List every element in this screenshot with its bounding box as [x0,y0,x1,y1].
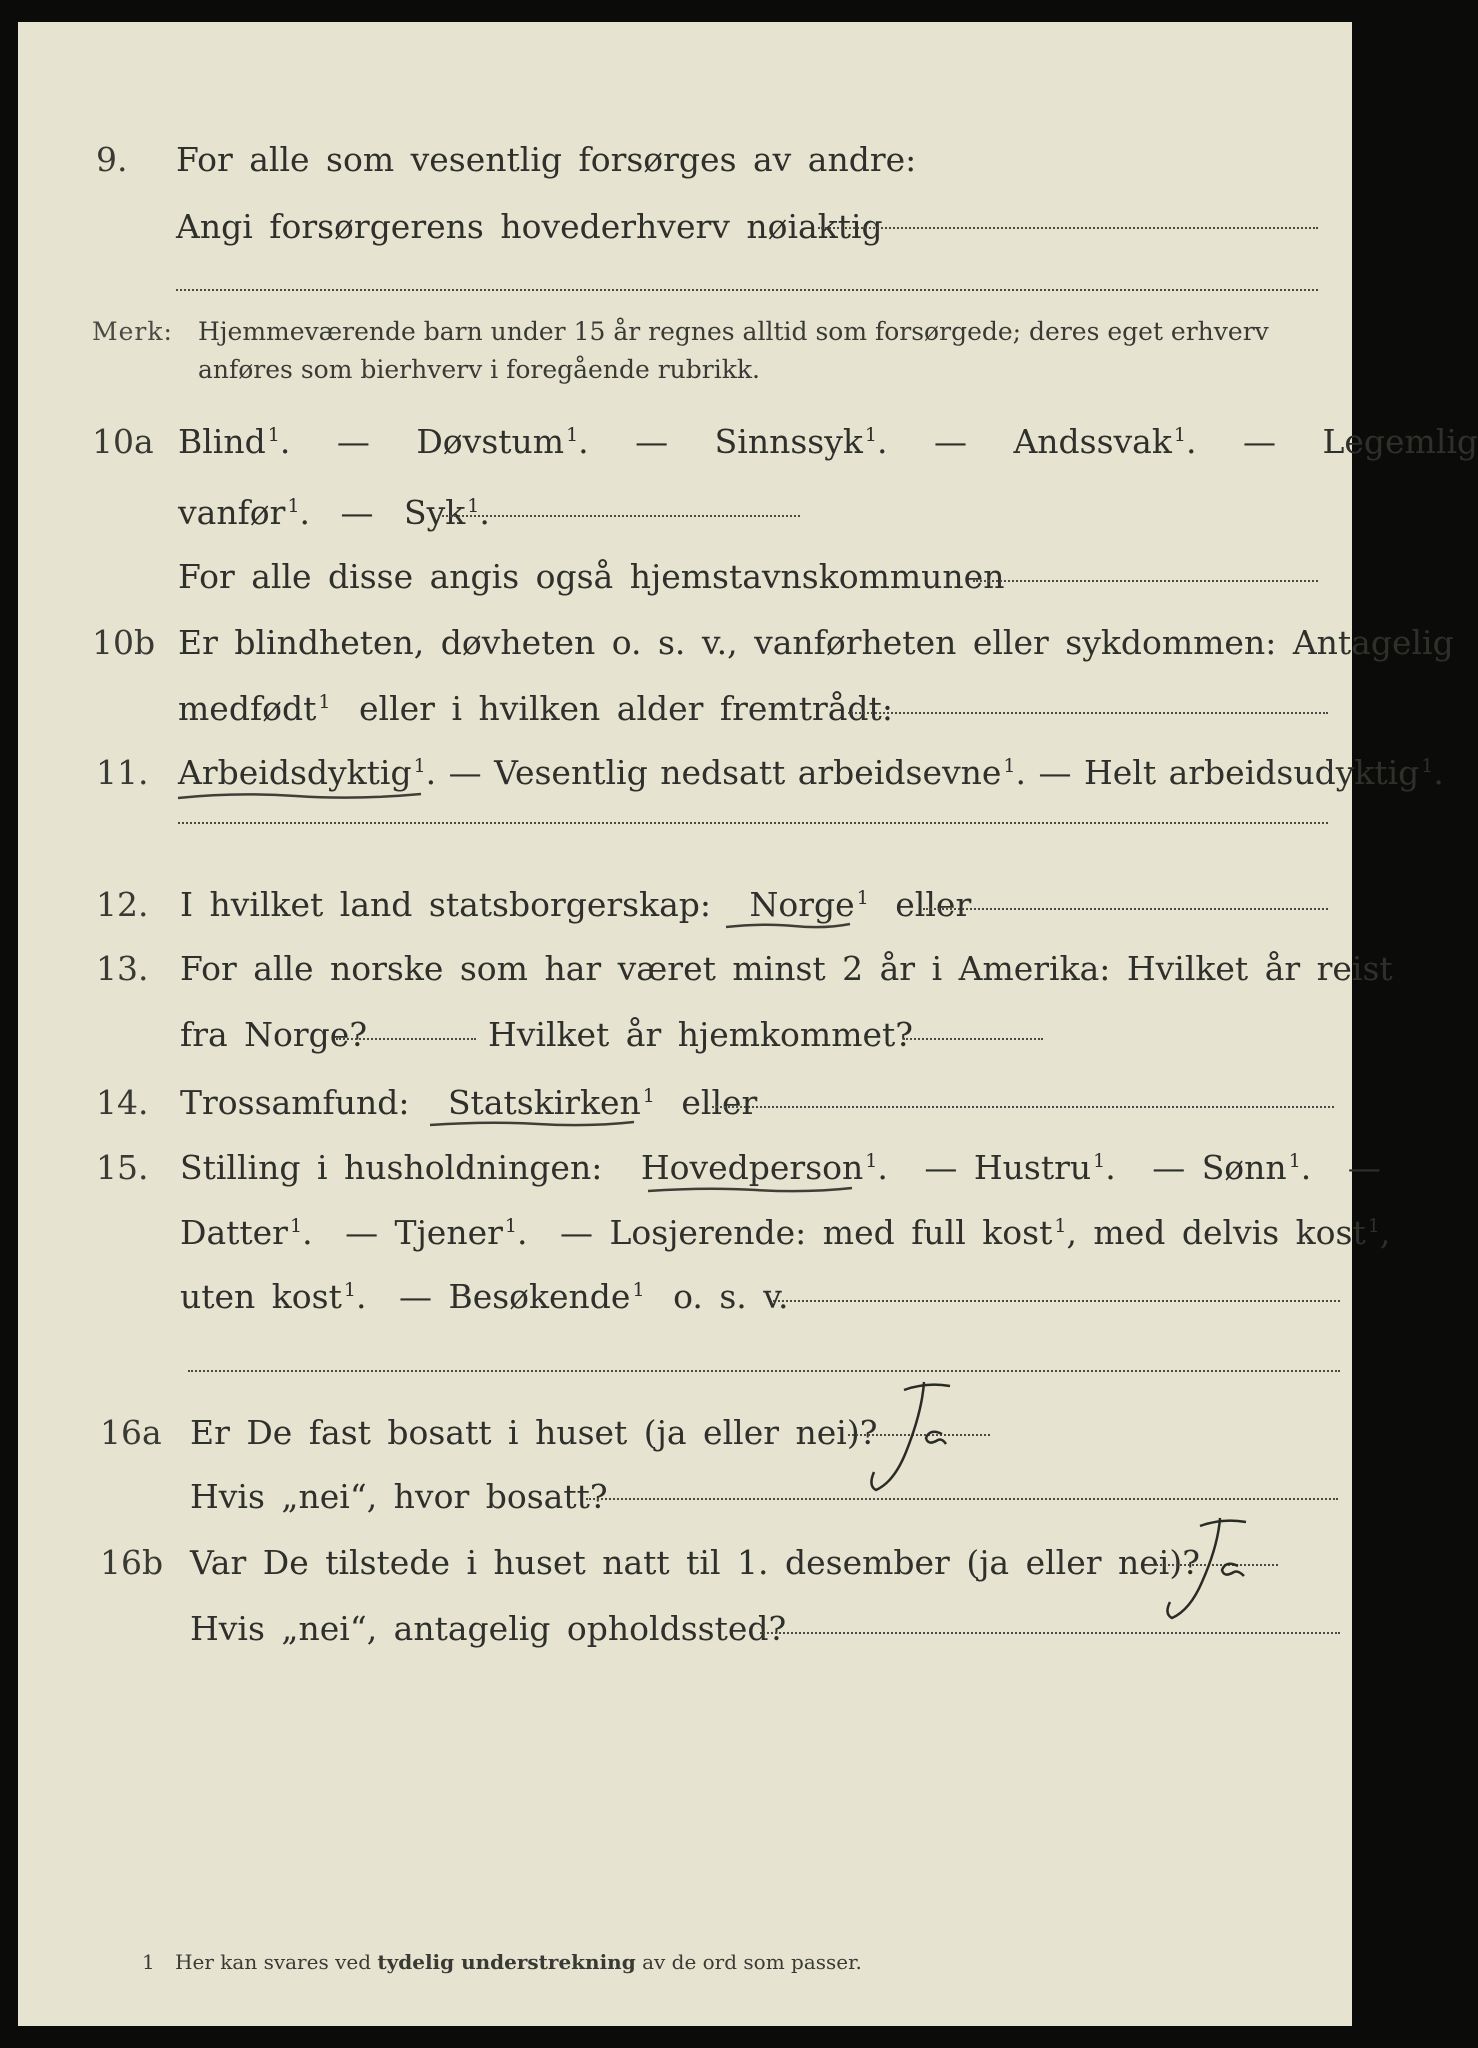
footnote-ref: 1 [865,1150,878,1172]
dot: . [479,493,490,532]
footnote-ref: 1 [864,424,877,446]
item-9-row [18,135,1352,185]
item-16a-line1: Er De fast bosatt i huset (ja eller nei)? [190,1413,878,1452]
option-sinnssyk[interactable]: Sinnssyk [714,422,863,461]
option-sonn[interactable]: — Sønn [1152,1148,1287,1187]
item-10b-row1 [18,618,1454,668]
footnote-ref: 1 [566,424,579,446]
item-13-hjem: Hvilket år hjemkommet? [488,1015,913,1054]
footnote-ref: 1 [1367,1215,1380,1237]
item-number: 13. [96,949,149,988]
dot: . [355,1277,367,1316]
option-syk[interactable]: Syk [404,493,466,532]
dash: — [340,493,374,532]
dot: . [876,422,888,461]
item-15-row2 [18,1208,1391,1258]
footnote-post: av de ord som passer. [642,1950,862,1974]
dash: — [336,422,370,461]
dash: — [1347,1148,1381,1187]
merk-line2: anføres som bierhverv i foregående rubrikk. [198,355,760,384]
option-besokende[interactable]: — Besøkende [398,1277,631,1316]
footnote-pre: Her kan svares ved [175,1950,372,1974]
answer-field-q10b[interactable] [848,712,1328,714]
option-datter[interactable]: Datter [180,1213,288,1252]
dot: . [425,753,437,792]
option-dovstum[interactable]: Døvstum [416,422,565,461]
item-16a-line2: Hvis „nei“, hvor bosatt? [190,1477,608,1516]
footnote-ref: 1 [287,495,300,517]
dot: . [1015,753,1026,792]
option-vanfor[interactable]: vanfør [178,493,286,532]
item-10a-row3 [18,552,1352,602]
answer-field-q11[interactable] [178,822,1328,824]
dot: . [1433,753,1444,792]
merk-label: Merk: [92,317,173,346]
item-9-line1: For alle som vesentlig forsørges av andre: [176,140,917,179]
item-10b-line1: Er blindheten, døvheten o. s. v., vanførheten eller sykdommen: Antagelig [178,623,1454,662]
footnote-ref: 1 [289,1215,303,1237]
footnote-ref: 1 [632,1279,645,1301]
footnote-ref: 1 [1421,755,1434,777]
footnote-ref: 1 [1288,1150,1301,1172]
eller-label: eller [895,885,972,924]
item-13-fra: fra Norge? [180,1015,368,1054]
answer-field-q12[interactable] [923,908,1328,910]
option-vesentlig-nedsatt[interactable]: — Vesentlig nedsatt arbeidsevne [448,753,1002,792]
item-number: 12. [96,885,149,924]
footnote-ref: 1 [1003,755,1016,777]
dot: . [877,1148,888,1187]
item-15-row3 [18,1272,1352,1322]
option-statskirken[interactable]: Statskirken [447,1083,641,1122]
dot: . [1185,422,1197,461]
answer-field-opholdssted[interactable] [760,1632,1340,1634]
item-10a-row1 [18,417,1478,467]
footnote-ref: 1 [467,495,480,517]
answer-field-q9[interactable] [818,227,1318,229]
item-16a-row1 [18,1408,1352,1458]
item-number: 16b [100,1543,164,1582]
dash: — [1242,422,1276,461]
item-10b-line2rest: eller i hvilken alder fremtrådt: [359,689,893,728]
underline-norge [724,918,854,932]
option-andssvak[interactable]: Andssvak [1013,422,1172,461]
answer-field-q15[interactable] [773,1300,1340,1302]
option-arbeidsdyktig[interactable]: Arbeidsdyktig [178,753,412,792]
answer-field-q16a-bosatt[interactable] [586,1498,1338,1500]
underline-statskirken [428,1116,638,1130]
item-9-line2: Angi forsørgerens hovederhverv nøiaktig [176,207,883,246]
item-16b-row2 [18,1604,1352,1654]
dot: . [1300,1148,1312,1187]
item-14-label: Trossamfund: [180,1083,410,1122]
option-tjener[interactable]: — Tjener [345,1213,503,1252]
footnote-ref: 1 [1173,424,1186,446]
underline-arbeidsdyktig [176,788,426,804]
answer-field-q10a-syk[interactable] [438,515,800,517]
answer-field-reist[interactable] [336,1038,476,1040]
osv: o. s. v. [673,1277,789,1316]
item-16b-line2: Hvis „nei“, antagelig opholdssted? [190,1609,787,1648]
dot: . [299,493,311,532]
item-number: 9. [96,140,128,179]
item-10a-line3: For alle disse angis også hjemstavnskommunen [178,557,1005,596]
item-16b-line1: Var De tilstede i huset natt til 1. desember (ja eller nei)? [190,1543,1200,1582]
item-13-line1: For alle norske som har været minst 2 år i Amerika: Hvilket år reist [180,949,1393,988]
dash: — [635,422,669,461]
item-15-label: Stilling i husholdningen: [180,1148,603,1187]
item-number: 11. [96,753,149,792]
footnote [142,1950,862,1974]
footnote-ref: 1 [343,1279,356,1301]
answer-field-q14[interactable] [712,1106,1334,1108]
item-13-row2 [18,1010,1352,1060]
footnote-ref: 1 [504,1215,517,1237]
option-legemlig[interactable]: Legemlig [1322,422,1478,461]
option-blind[interactable]: Blind [178,422,266,461]
item-number: 15. [96,1148,149,1187]
answer-field-q15-extra[interactable] [188,1370,1340,1372]
dot: . [279,422,291,461]
option-hustru[interactable]: — Hustru [924,1148,1092,1187]
option-helt-udyktig[interactable]: — Helt arbeidsudyktig [1038,753,1420,792]
merk-line1: Hjemmeværende barn under 15 år regnes alltid som forsørgede; deres eget erhverv [198,317,1269,346]
footnote-ref: 1 [1054,1215,1067,1237]
answer-field-hjemstavnskommune[interactable] [973,580,1318,582]
option-norge[interactable]: Norge [749,885,855,924]
answer-field-q9-extra[interactable] [176,289,1318,291]
answer-field-hjemkommet[interactable] [903,1038,1043,1040]
dot: . [578,422,589,461]
option-delvis[interactable]: , med delvis kost [1066,1213,1366,1252]
footnote-bold: tydelig understrekning [377,1950,636,1974]
dot: . [302,1213,313,1252]
item-10b-row2 [18,684,1352,734]
item-number: 10a [92,422,154,461]
dot: . [516,1213,528,1252]
item-12-row [18,880,1352,930]
item-number: 14. [96,1083,149,1122]
underline-hovedperson [646,1182,856,1196]
eller-label: eller [681,1083,758,1122]
footnote-ref: 1 [642,1085,655,1107]
footnote-ref: 1 [1093,1150,1106,1172]
footnote-ref: 1 [267,424,280,446]
footnote-ref: 1 [856,887,869,909]
option-hovedperson[interactable]: Hovedperson [640,1148,864,1187]
option-losjerende-full[interactable]: — Losjerende: med full kost [559,1213,1053,1252]
comma: , [1379,1213,1391,1252]
item-14-row [18,1078,1352,1128]
footnote-ref: 1 [318,691,331,713]
item-10a-row2 [18,488,1352,538]
item-number: 16a [100,1413,162,1452]
option-medfodt[interactable]: medfødt [178,689,317,728]
item-number: 10b [92,623,156,662]
footnote-ref: 1 [413,755,426,777]
dash: — [933,422,967,461]
item-13-row1 [18,944,1393,994]
footnote-mark: 1 [142,1950,155,1974]
option-uten-kost[interactable]: uten kost [180,1277,342,1316]
item-12-text: I hvilket land statsborgerskap: [180,885,712,924]
dot: . [1105,1148,1116,1187]
census-form-page [18,22,1478,2026]
